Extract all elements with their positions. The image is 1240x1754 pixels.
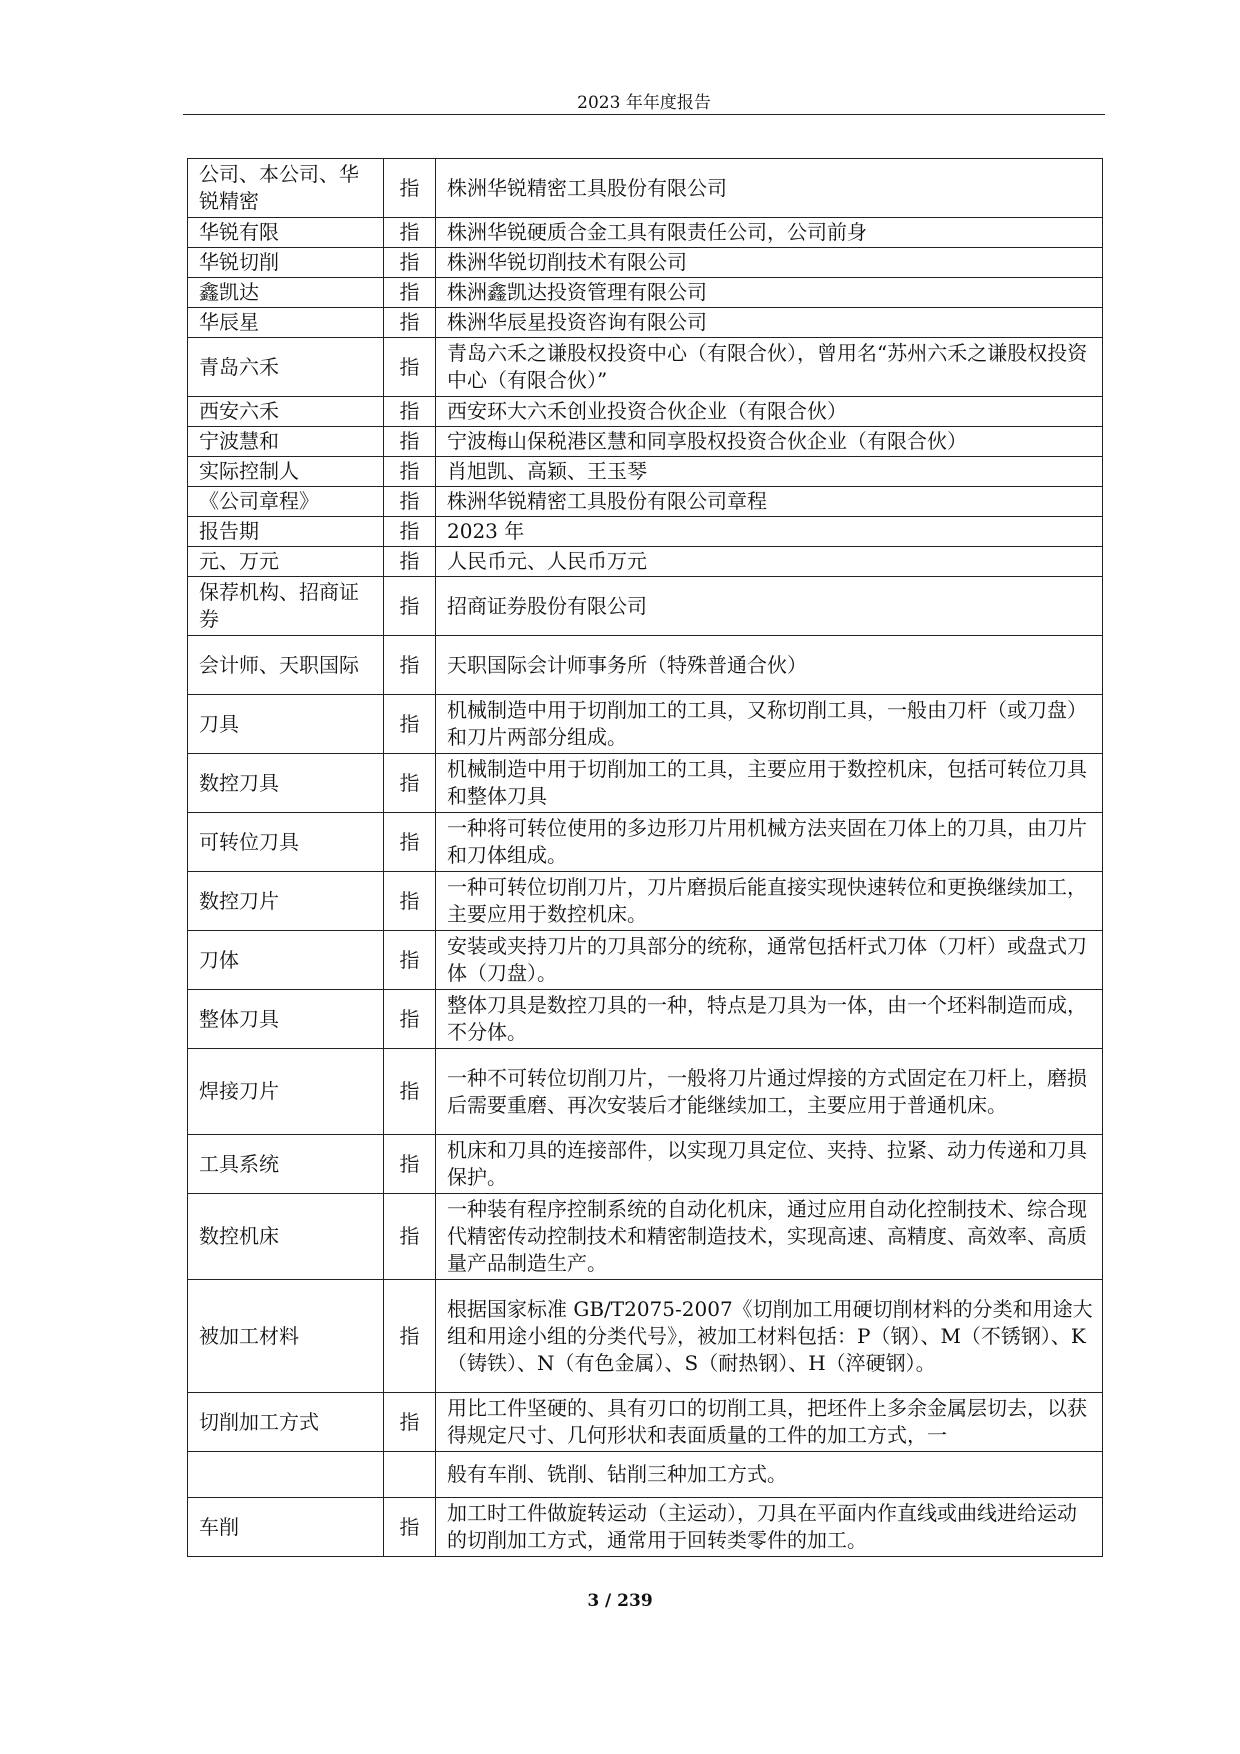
term-cell: 刀具	[188, 695, 384, 754]
table-row	[188, 308, 1103, 338]
definition-cell: 西安环大六禾创业投资合伙企业（有限合伙）	[436, 397, 1103, 427]
table-row	[188, 1498, 1103, 1557]
table-row	[188, 487, 1103, 517]
term-cell	[188, 1452, 384, 1498]
table-row	[188, 1049, 1103, 1135]
separator-cell: 指	[384, 457, 436, 487]
table-row	[188, 872, 1103, 931]
table-row	[188, 338, 1103, 397]
definition-cell: 机械制造中用于切削加工的工具，又称切削工具，一般由刀杆（或刀盘）和刀片两部分组成。	[436, 695, 1103, 754]
table-row	[188, 1452, 1103, 1498]
term-cell: 报告期	[188, 517, 384, 547]
term-cell: 鑫凯达	[188, 278, 384, 308]
definition-cell: 一种可转位切削刀片，刀片磨损后能直接实现快速转位和更换继续加工，主要应用于数控机床。	[436, 872, 1103, 931]
table-row	[188, 1393, 1103, 1452]
separator-cell: 指	[384, 487, 436, 517]
definition-cell: 加工时工件做旋转运动（主运动），刀具在平面内作直线或曲线进给运动的切削加工方式，通常用于回转类零件的加工。	[436, 1498, 1103, 1557]
separator-cell: 指	[384, 547, 436, 577]
separator-cell: 指	[384, 1280, 436, 1393]
separator-cell: 指	[384, 1393, 436, 1452]
table-row	[188, 278, 1103, 308]
term-cell: 被加工材料	[188, 1280, 384, 1393]
definition-cell: 机械制造中用于切削加工的工具，主要应用于数控机床，包括可转位刀具和整体刀具	[436, 754, 1103, 813]
table-row	[188, 990, 1103, 1049]
definition-cell: 安装或夹持刀片的刀具部分的统称，通常包括杆式刀体（刀杆）或盘式刀体（刀盘）。	[436, 931, 1103, 990]
term-cell: 刀体	[188, 931, 384, 990]
definition-cell: 株洲华锐精密工具股份有限公司	[436, 159, 1103, 218]
definition-cell: 一种将可转位使用的多边形刀片用机械方法夹固在刀体上的刀具，由刀片和刀体组成。	[436, 813, 1103, 872]
term-cell: 可转位刀具	[188, 813, 384, 872]
term-cell: 元、万元	[188, 547, 384, 577]
separator-cell: 指	[384, 1194, 436, 1280]
table-row	[188, 397, 1103, 427]
definition-cell: 宁波梅山保税港区慧和同享股权投资合伙企业（有限合伙）	[436, 427, 1103, 457]
table-row	[188, 547, 1103, 577]
term-cell: 华锐有限	[188, 218, 384, 248]
separator-cell: 指	[384, 931, 436, 990]
definition-cell: 人民币元、人民币万元	[436, 547, 1103, 577]
definition-cell: 般有车削、铣削、钻削三种加工方式。	[436, 1452, 1103, 1498]
term-cell: 宁波慧和	[188, 427, 384, 457]
definition-cell: 机床和刀具的连接部件，以实现刀具定位、夹持、拉紧、动力传递和刀具保护。	[436, 1135, 1103, 1194]
separator-cell: 指	[384, 1135, 436, 1194]
definition-cell: 2023 年	[436, 517, 1103, 547]
separator-cell: 指	[384, 248, 436, 278]
table-row	[188, 427, 1103, 457]
separator-cell: 指	[384, 1049, 436, 1135]
separator-cell: 指	[384, 636, 436, 695]
term-cell: 切削加工方式	[188, 1393, 384, 1452]
term-cell: 数控刀具	[188, 754, 384, 813]
separator-cell: 指	[384, 159, 436, 218]
page-number: 3 / 239	[587, 1591, 653, 1611]
separator-cell: 指	[384, 872, 436, 931]
header-rule	[183, 114, 1105, 115]
table-row	[188, 159, 1103, 218]
table-row	[188, 248, 1103, 278]
definition-cell: 一种装有程序控制系统的自动化机床，通过应用自动化控制技术、综合现代精密传动控制技术和精密制造技术，实现高速、高精度、高效率、高质量产品制造生产。	[436, 1194, 1103, 1280]
definition-cell: 根据国家标准 GB/T2075-2007《切削加工用硬切削材料的分类和用途大组和用途小组的分类代号》，被加工材料包括：P（钢）、M（不锈钢）、K（铸铁）、N（有色金属）、S（耐热钢）、H（淬硬钢）。	[436, 1280, 1103, 1393]
separator-cell: 指	[384, 338, 436, 397]
term-cell: 数控机床	[188, 1194, 384, 1280]
table-row	[188, 457, 1103, 487]
term-cell: 保荐机构、招商证券	[188, 577, 384, 636]
separator-cell: 指	[384, 1498, 436, 1557]
term-cell: 焊接刀片	[188, 1049, 384, 1135]
separator-cell: 指	[384, 278, 436, 308]
term-cell: 会计师、天职国际	[188, 636, 384, 695]
table-row	[188, 1194, 1103, 1280]
definition-cell: 一种不可转位切削刀片，一般将刀片通过焊接的方式固定在刀杆上，磨损后需要重磨、再次安装后才能继续加工，主要应用于普通机床。	[436, 1049, 1103, 1135]
definitions-table	[187, 158, 1103, 1557]
separator-cell	[384, 1452, 436, 1498]
definition-cell: 株洲鑫凯达投资管理有限公司	[436, 278, 1103, 308]
table-row	[188, 1135, 1103, 1194]
table-row	[188, 813, 1103, 872]
definition-cell: 天职国际会计师事务所（特殊普通合伙）	[436, 636, 1103, 695]
table-row	[188, 931, 1103, 990]
separator-cell: 指	[384, 517, 436, 547]
table-row	[188, 577, 1103, 636]
separator-cell: 指	[384, 990, 436, 1049]
separator-cell: 指	[384, 308, 436, 338]
term-cell: 实际控制人	[188, 457, 384, 487]
separator-cell: 指	[384, 397, 436, 427]
term-cell: 工具系统	[188, 1135, 384, 1194]
separator-cell: 指	[384, 218, 436, 248]
table-row	[188, 1280, 1103, 1393]
term-cell: 数控刀片	[188, 872, 384, 931]
separator-cell: 指	[384, 695, 436, 754]
separator-cell: 指	[384, 754, 436, 813]
term-cell: 华辰星	[188, 308, 384, 338]
definition-cell: 株洲华锐硬质合金工具有限责任公司，公司前身	[436, 218, 1103, 248]
term-cell: 公司、本公司、华锐精密	[188, 159, 384, 218]
separator-cell: 指	[384, 813, 436, 872]
table-row	[188, 218, 1103, 248]
table-row	[188, 754, 1103, 813]
term-cell: 华锐切削	[188, 248, 384, 278]
table-row	[188, 695, 1103, 754]
definitions-table-body	[188, 159, 1103, 1557]
separator-cell: 指	[384, 427, 436, 457]
definition-cell: 招商证券股份有限公司	[436, 577, 1103, 636]
definition-cell: 肖旭凯、高颖、王玉琴	[436, 457, 1103, 487]
definition-cell: 株洲华锐精密工具股份有限公司章程	[436, 487, 1103, 517]
definition-cell: 株洲华辰星投资咨询有限公司	[436, 308, 1103, 338]
term-cell: 西安六禾	[188, 397, 384, 427]
term-cell: 《公司章程》	[188, 487, 384, 517]
definition-cell: 青岛六禾之谦股权投资中心（有限合伙），曾用名“苏州六禾之谦股权投资中心（有限合伙）”	[436, 338, 1103, 397]
term-cell: 青岛六禾	[188, 338, 384, 397]
definition-cell: 株洲华锐切削技术有限公司	[436, 248, 1103, 278]
definition-cell: 整体刀具是数控刀具的一种，特点是刀具为一体，由一个坯料制造而成，不分体。	[436, 990, 1103, 1049]
separator-cell: 指	[384, 577, 436, 636]
page-header: 2023 年年度报告	[577, 93, 711, 113]
term-cell: 整体刀具	[188, 990, 384, 1049]
definition-cell: 用比工件坚硬的、具有刃口的切削工具，把坯件上多余金属层切去，以获得规定尺寸、几何形状和表面质量的工件的加工方式，一	[436, 1393, 1103, 1452]
table-row	[188, 517, 1103, 547]
table-row	[188, 636, 1103, 695]
term-cell: 车削	[188, 1498, 384, 1557]
